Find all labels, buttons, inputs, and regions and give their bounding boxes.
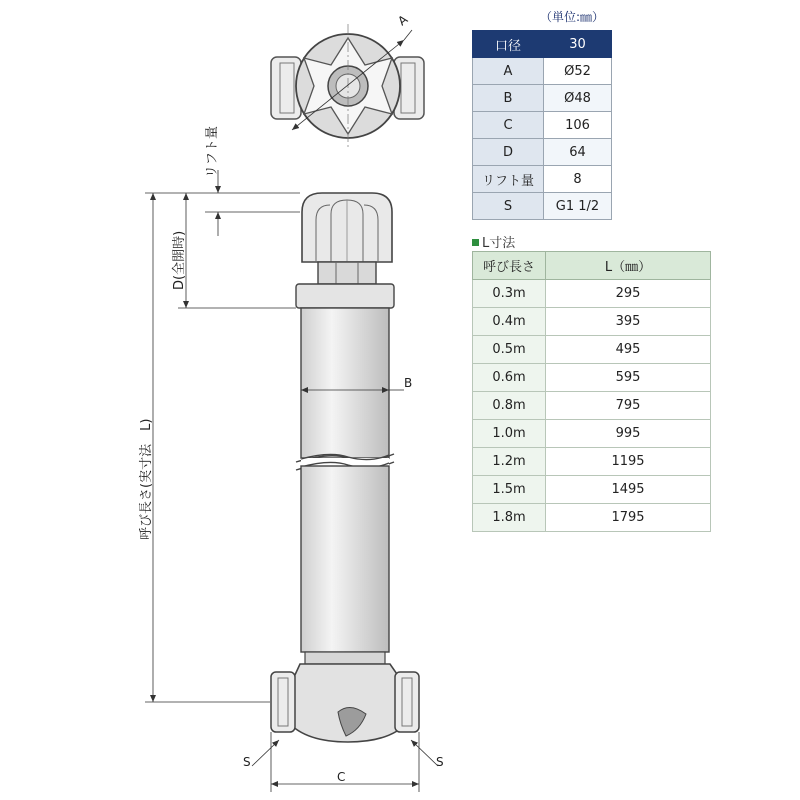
length-cell: 995 xyxy=(546,420,711,448)
spec-value: Ø52 xyxy=(544,58,612,85)
table-row xyxy=(473,308,711,336)
spec-value: 64 xyxy=(544,139,612,166)
table-row xyxy=(473,504,711,532)
nominal-cell: 1.5m xyxy=(473,476,546,504)
upper-collar xyxy=(296,284,394,308)
table-row xyxy=(473,166,612,193)
nominal-cell: 1.8m xyxy=(473,504,546,532)
spec-key: C xyxy=(473,112,544,139)
spec-header-key: 口径 xyxy=(473,31,544,58)
hex-nut xyxy=(318,262,376,284)
spec-header-value: 30 xyxy=(544,31,612,58)
unit-note: （単位:㎜） xyxy=(540,10,605,24)
nominal-cell: 0.8m xyxy=(473,392,546,420)
table-row xyxy=(473,85,612,112)
table-row xyxy=(473,336,711,364)
top-view xyxy=(271,24,424,150)
spec-value: 8 xyxy=(544,166,612,193)
label-d-full-open: D(全開時) xyxy=(172,230,187,290)
length-table-header xyxy=(473,252,711,280)
side-view xyxy=(271,193,419,742)
spec-key: S xyxy=(473,193,544,220)
spec-value: G1 1/2 xyxy=(544,193,612,220)
label-s-right: S xyxy=(436,755,444,769)
label-s-left: S xyxy=(243,755,251,769)
table-row xyxy=(473,139,612,166)
nominal-cell: 1.0m xyxy=(473,420,546,448)
spec-value: 106 xyxy=(544,112,612,139)
label-b: B xyxy=(404,376,413,390)
length-cell: 495 xyxy=(546,336,711,364)
length-cell: 1795 xyxy=(546,504,711,532)
nominal-cell: 0.3m xyxy=(473,280,546,308)
length-cell: 295 xyxy=(546,280,711,308)
table-row xyxy=(473,58,612,85)
nominal-cell: 0.4m xyxy=(473,308,546,336)
table-row xyxy=(473,112,612,139)
spec-value: Ø48 xyxy=(544,85,612,112)
label-a: A xyxy=(395,12,411,29)
bullet-square-icon xyxy=(472,239,479,246)
table-row xyxy=(473,193,612,220)
length-header-nominal: 呼び長さ xyxy=(473,252,546,280)
length-cell: 595 xyxy=(546,364,711,392)
spec-table-header xyxy=(473,31,612,58)
table-row xyxy=(473,280,711,308)
table-row xyxy=(473,392,711,420)
pipe-upper xyxy=(301,308,389,458)
table-row xyxy=(473,420,711,448)
label-c: C xyxy=(337,770,346,784)
label-lift: リフト量 xyxy=(205,125,220,178)
pipe-lower xyxy=(301,466,389,652)
table-row xyxy=(473,364,711,392)
lower-collar xyxy=(305,652,385,664)
length-header-length: L（㎜） xyxy=(546,252,711,280)
length-caption-text: L寸法 xyxy=(482,236,516,251)
left-thread-end xyxy=(271,672,295,732)
length-cell: 1495 xyxy=(546,476,711,504)
spec-key: B xyxy=(473,85,544,112)
nominal-cell: 0.6m xyxy=(473,364,546,392)
table-row xyxy=(473,476,711,504)
nominal-cell: 0.5m xyxy=(473,336,546,364)
spec-key: A xyxy=(473,58,544,85)
nominal-cell: 1.2m xyxy=(473,448,546,476)
table-row xyxy=(473,448,711,476)
length-cell: 1195 xyxy=(546,448,711,476)
length-cell: 395 xyxy=(546,308,711,336)
spec-key: D xyxy=(473,139,544,166)
length-table xyxy=(472,251,711,532)
length-table-caption xyxy=(472,232,515,251)
spec-table xyxy=(472,30,612,220)
label-nominal-length: 呼び長さ(実寸法 L) xyxy=(139,418,154,540)
right-thread-end xyxy=(395,672,419,732)
length-cell: 795 xyxy=(546,392,711,420)
spec-key: リフト量 xyxy=(473,166,544,193)
